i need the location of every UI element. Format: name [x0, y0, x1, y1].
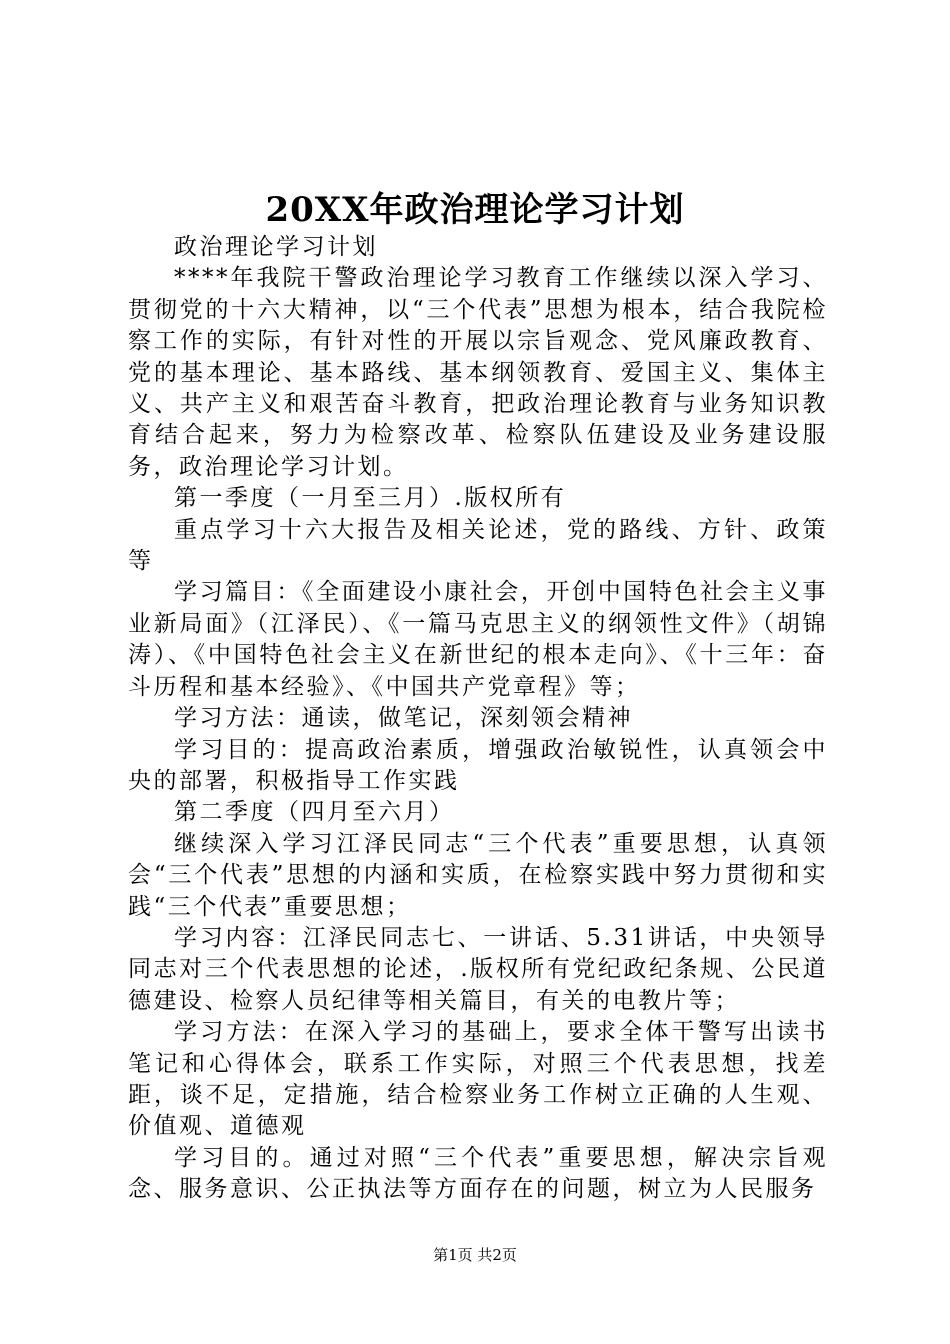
paragraph-q2-method: 学习方法：在深入学习的基础上，要求全体干警写出读书笔记和心得体会，联系工作实际，对照三个代表思想，找差距，谈不足，定措施，结合检察业务工作树立正确的人生观、价值观、道德观 — [128, 1019, 828, 1140]
page-footer: 第1页 共2页 — [433, 1246, 517, 1264]
paragraph-subtitle: 政治理论学习计划 — [174, 234, 378, 260]
paragraph-intro: ****年我院干警政治理论学习教育工作继续以深入学习、贯彻党的十六大精神，以“三个代表”思想为根本，结合我院检察工作的实际，有针对性的开展以宗旨观念、党风廉政教育、党的基本理论、基本路线、基本纲领教育、爱国主义、集体主义、共产主义和艰苦奋斗教育，把政治理论教育与业务知识教育结合起来，努力为检察改革、检察队伍建设及业务建设服务，政治理论学习计划。 — [128, 265, 828, 480]
paragraph-q1-method: 学习方法：通读，做笔记，深刻领会精神 — [174, 705, 633, 732]
document-body — [128, 232, 828, 1206]
paragraph-q2-goal: 学习目的。通过对照“三个代表”重要思想，解决宗旨观念、服务意识、公正执法等方面存在的问题，树立为人民服务 — [128, 1144, 828, 1203]
paragraph-q2-focus: 继续深入学习江泽民同志“三个代表”重要思想，认真领会“三个代表”思想的内涵和实质，在检察实践中努力贯彻和实践“三个代表”重要思想； — [128, 830, 828, 920]
paragraph-q2-heading: 第二季度（四月至六月） — [174, 799, 455, 826]
paragraph-q2-content: 学习内容：江泽民同志七、一讲话、5.31讲话，中央领导同志对三个代表思想的论述，.版权所有党纪政纪条规、公民道德建设、检察人员纪律等相关篇目，有关的电教片等； — [128, 924, 828, 1014]
paragraph-q1-goal: 学习目的：提高政治素质，增强政治敏锐性，认真领会中央的部署，积极指导工作实践 — [128, 736, 828, 794]
document-title: 20XX年政治理论学习计划 — [265, 190, 685, 230]
paragraph-q1-heading: 第一季度（一月至三月）.版权所有 — [174, 485, 567, 512]
paragraph-q1-readings: 学习篇目：《全面建设小康社会，开创中国特色社会主义事业新局面》（江泽民）、《一篇马克思主义的纲领性文件》（胡锦涛）、《中国特色社会主义在新世纪的根本走向》、《十三年：奋斗历程和基本经验》、《中国共产党章程》等； — [128, 579, 828, 700]
paragraph-q1-focus: 重点学习十六大报告及相关论述，党的路线、方针、政策等 — [128, 516, 828, 575]
